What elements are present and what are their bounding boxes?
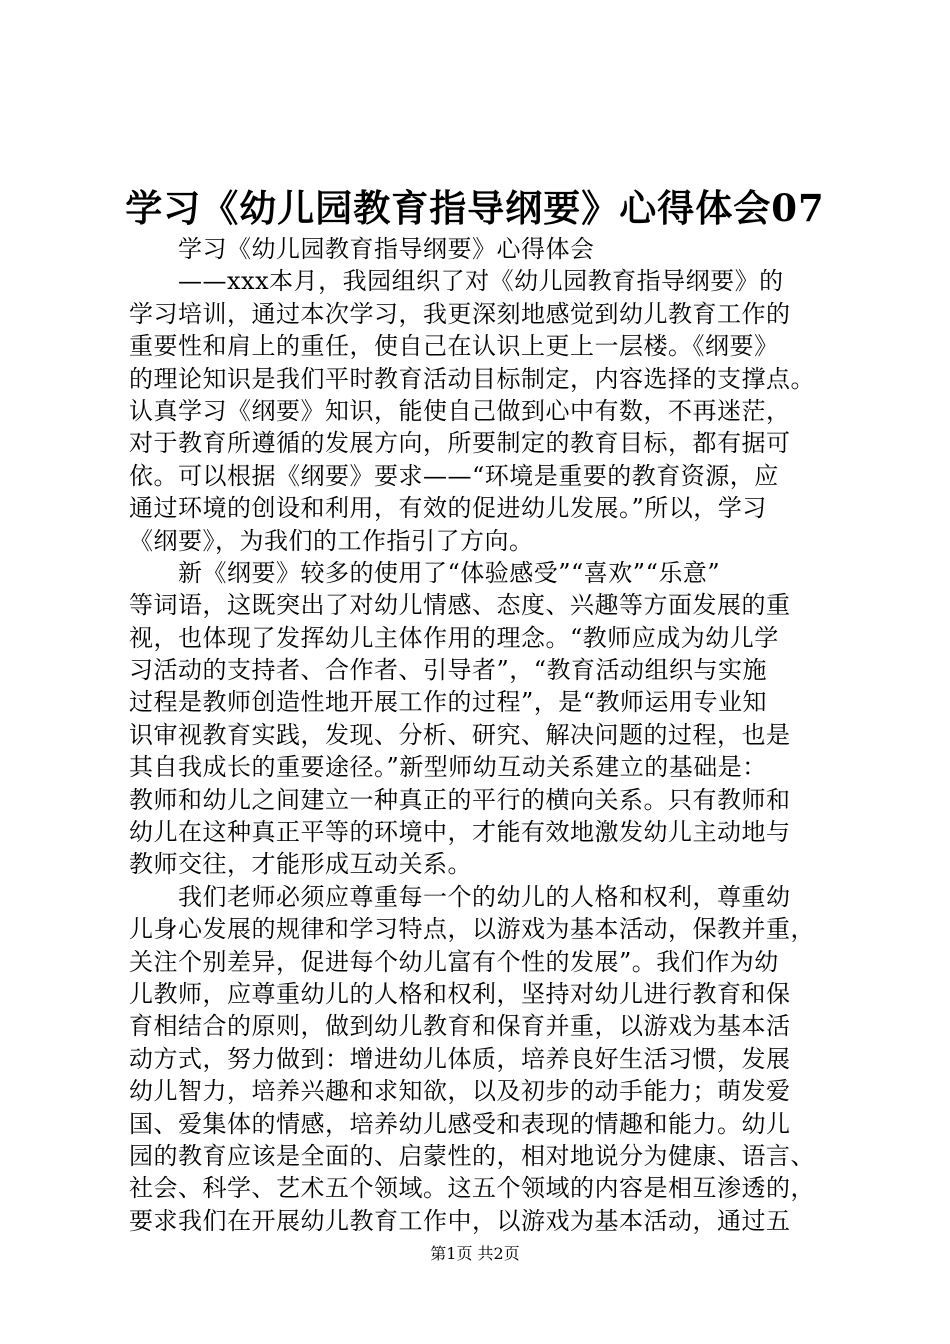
paragraph-line: 《纲要》，为我们的工作指引了方向。	[129, 526, 534, 555]
paragraph-line: 儿教师，应尊重幼儿的人格和权利，坚持对幼儿进行教育和保	[129, 979, 791, 1008]
paragraph-line: 关注个别差异，促进每个幼儿富有个性的发展”。我们作为幼	[129, 947, 779, 976]
paragraph-line: 幼儿在这种真正平等的环境中，才能有效地激发幼儿主动地与	[129, 818, 791, 847]
paragraph-line: 新《纲要》较多的使用了“体验感受”“喜欢”“乐意”	[178, 558, 721, 587]
paragraph-line: 我们老师必须应尊重每一个的幼儿的人格和权利，尊重幼	[178, 882, 791, 911]
paragraph-line: 育相结合的原则，做到幼儿教育和保育并重，以游戏为基本活	[129, 1012, 791, 1041]
paragraph-line: 认真学习《纲要》知识，能使自己做到心中有数，不再迷茫，	[129, 396, 791, 425]
paragraph-line: 教师交往，才能形成互动关系。	[129, 850, 472, 879]
paragraph-line: 视，也体现了发挥幼儿主体作用的理念。“教师应成为幼儿学	[129, 623, 779, 652]
paragraph-line: 教师和幼儿之间建立一种真正的平行的横向关系。只有教师和	[129, 785, 791, 814]
paragraph-line: 园的教育应该是全面的、启蒙性的，相对地说分为健康、语言、	[129, 1141, 815, 1170]
paragraph-line: 重要性和肩上的重任，使自己在认识上更上一层楼。《纲要》	[129, 332, 779, 361]
paragraph-line: 依。可以根据《纲要》要求——“环境是重要的教育资源，应	[129, 461, 779, 490]
paragraph-line: 社会、科学、艺术五个领域。这五个领域的内容是相互渗透的，	[129, 1174, 815, 1203]
paragraph-line: 学习培训，通过本次学习，我更深刻地感觉到幼儿教育工作的	[129, 299, 791, 328]
paragraph-line: 幼儿智力，培养兴趣和求知欲，以及初步的动手能力；萌发爱	[129, 1077, 791, 1106]
paragraph-line: 识审视教育实践，发现、分析、研究、解决问题的过程，也是	[129, 720, 791, 749]
paragraph-line: 习活动的支持者、合作者、引导者”，“教育活动组织与实施	[129, 656, 768, 685]
paragraph-line: ——xxx本月，我园组织了对《幼儿园教育指导纲要》的	[178, 267, 784, 296]
page-number-footer: 第1页 共2页	[430, 1244, 520, 1263]
paragraph-line: 通过环境的创设和利用，有效的促进幼儿发展。”所以，学习	[129, 494, 767, 523]
paragraph-line: 等词语，这既突出了对幼儿情感、态度、兴趣等方面发展的重	[129, 591, 791, 620]
paragraph-line: 的理论知识是我们平时教育活动目标制定，内容选择的支撑点。	[129, 364, 815, 393]
subtitle-line: 学习《幼儿园教育指导纲要》心得体会	[178, 235, 595, 263]
paragraph-line: 过程是教师创造性地开展工作的过程”，是“教师运用专业知	[129, 688, 768, 717]
paragraph-line: 对于教育所遵循的发展方向，所要制定的教育目标，都有据可	[129, 429, 791, 458]
paragraph-line: 其自我成长的重要途径。”新型师幼互动关系建立的基础是：	[129, 753, 767, 782]
paragraph-line: 儿身心发展的规律和学习特点，以游戏为基本活动，保教并重，	[129, 915, 815, 944]
document-body	[129, 233, 851, 1237]
paragraph-line: 要求我们在开展幼儿教育工作中，以游戏为基本活动，通过五	[129, 1206, 791, 1235]
paragraph-line: 动方式，努力做到：增进幼儿体质，培养良好生活习惯，发展	[129, 1044, 791, 1073]
paragraph-line: 国、爱集体的情感，培养幼儿感受和表现的情趣和能力。幼儿	[129, 1109, 791, 1138]
document-title: 学习《幼儿园教育指导纲要》心得体会07	[125, 186, 825, 230]
